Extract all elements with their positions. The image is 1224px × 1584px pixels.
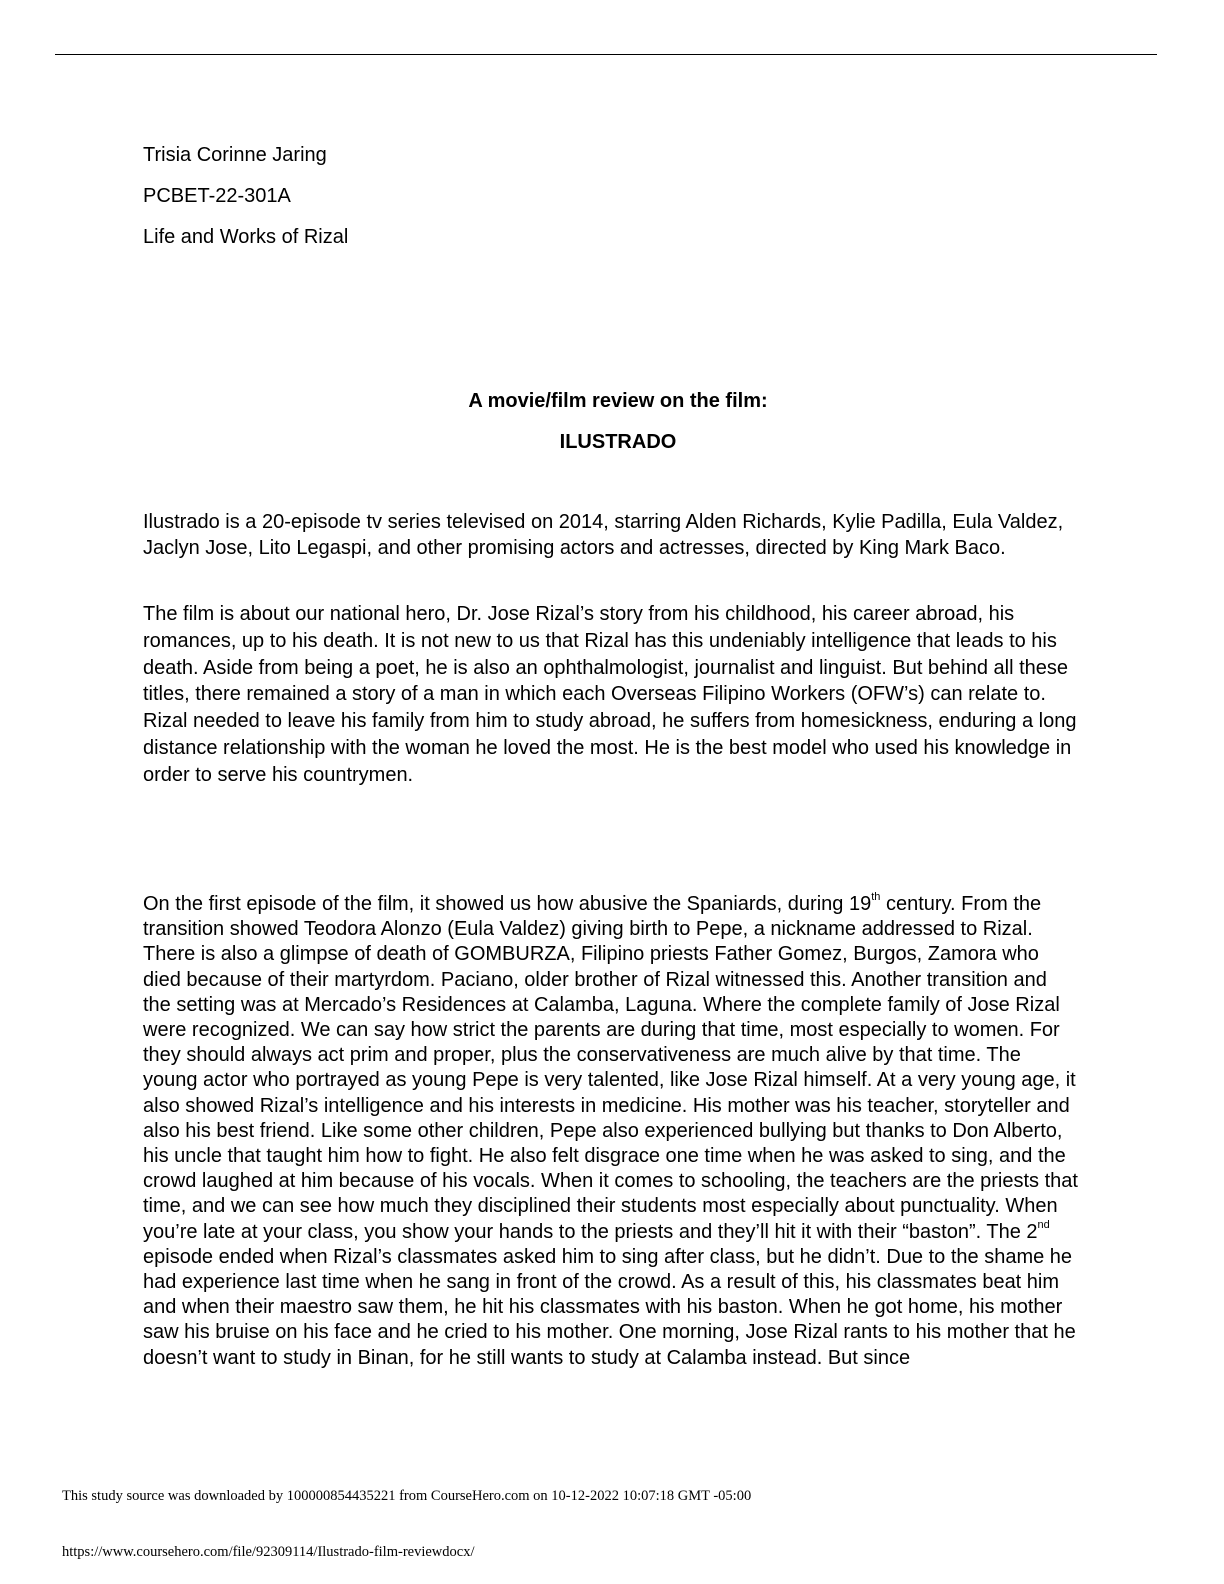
course-name: Life and Works of Rizal [143, 226, 349, 248]
download-notice: This study source was downloaded by 100000854435221 from CourseHero.com on 10-12-2022 10:07:18 GMT -05:00 [62, 1488, 752, 1504]
author-name: Trisia Corinne Jaring [143, 144, 327, 166]
paragraph-text-part: On the first episode of the film, it showed us how abusive the Spaniards, during 19 [143, 893, 872, 915]
paragraph-text-part: century. From the transition showed Teodora Alonzo (Eula Valdez) giving birth to Pepe, a nickname addressed to Rizal. There is also a glimpse of death of GOMBURZA, Filipino priests Father Gomez, Burgos, Zamora who died because of their martyrdom. Paciano, older brother of Rizal witnessed this. Another transition and the setting was at Mercado’s Residences at Calamba, Laguna. Where the complete family of Jose Rizal were recognized. We can say how strict the parents are during that time, most especially to women. For they should always act prim and proper, plus the conservativeness are much alive by that time. The young actor who portrayed as young Pepe is very talented, like Jose Rizal himself. At a very young age, it also showed Rizal’s intelligence and his interests in medicine. His mother was his teacher, storyteller and also his best friend. Like some other children, Pepe also experienced bullying but thanks to Don Alberto, his uncle that taught him how to fight. He also felt disgrace one time when he was asked to sing, and the crowd laughed at him because of his vocals. When it comes to schooling, the teachers are the priests that time, and we can see how much they disciplined their students most especially about punctuality. When you’re late at your class, you show your hands to the priests and they’ll hit it with their “baston”. The 2 [143, 893, 1078, 1243]
paragraph-text-part: episode ended when Rizal’s classmates asked him to sing after class, but he didn’t. Due to the shame he had experience last time when he sang in front of the crowd. As a result of this, his classmates beat him and when their maestro saw them, he hit his classmates with his baston. When he got home, his mother saw his bruise on his face and he cried to his mother. One morning, Jose Rizal rants to his mother that he doesn’t want to study in Binan, for he still wants to study at Calamba instead. But since [143, 1245, 1076, 1369]
film-title: ILUSTRADO [559, 431, 677, 453]
source-url[interactable]: https://www.coursehero.com/file/92309114/Ilustrado-film-reviewdocx/ [62, 1544, 475, 1560]
author-header [143, 143, 348, 266]
review-title: A movie/film review on the film: [468, 390, 768, 412]
superscript-ordinal: th [871, 891, 881, 904]
paragraph-summary: The film is about our national hero, Dr. Jose Rizal’s story from his childhood, his career abroad, his romances, up to his death. It is not new to us that Rizal has this undeniably intelligence that leads to his death. Aside from being a poet, he is also an ophthalmologist, journalist and linguist. But behind all these titles, there remained a story of a man in which each Overseas Filipino Workers (OFW’s) can relate to. Rizal needed to leave his family from him to study abroad, he suffers from homesickness, enduring a long distance relationship with the woman he loved the most. He is the best model who used his knowledge in order to serve his countrymen. [143, 603, 1077, 786]
top-divider [55, 54, 1157, 55]
section-code: PCBET-22-301A [143, 185, 291, 207]
paragraph-intro: Ilustrado is a 20-episode tv series televised on 2014, starring Alden Richards, Kylie Padilla, Eula Valdez, Jaclyn Jose, Lito Legaspi, and other promising actors and actresses, directed by King Mark Baco. [143, 511, 1064, 559]
paragraph-episode-review [143, 892, 1078, 1371]
superscript-ordinal: nd [1037, 1218, 1050, 1231]
